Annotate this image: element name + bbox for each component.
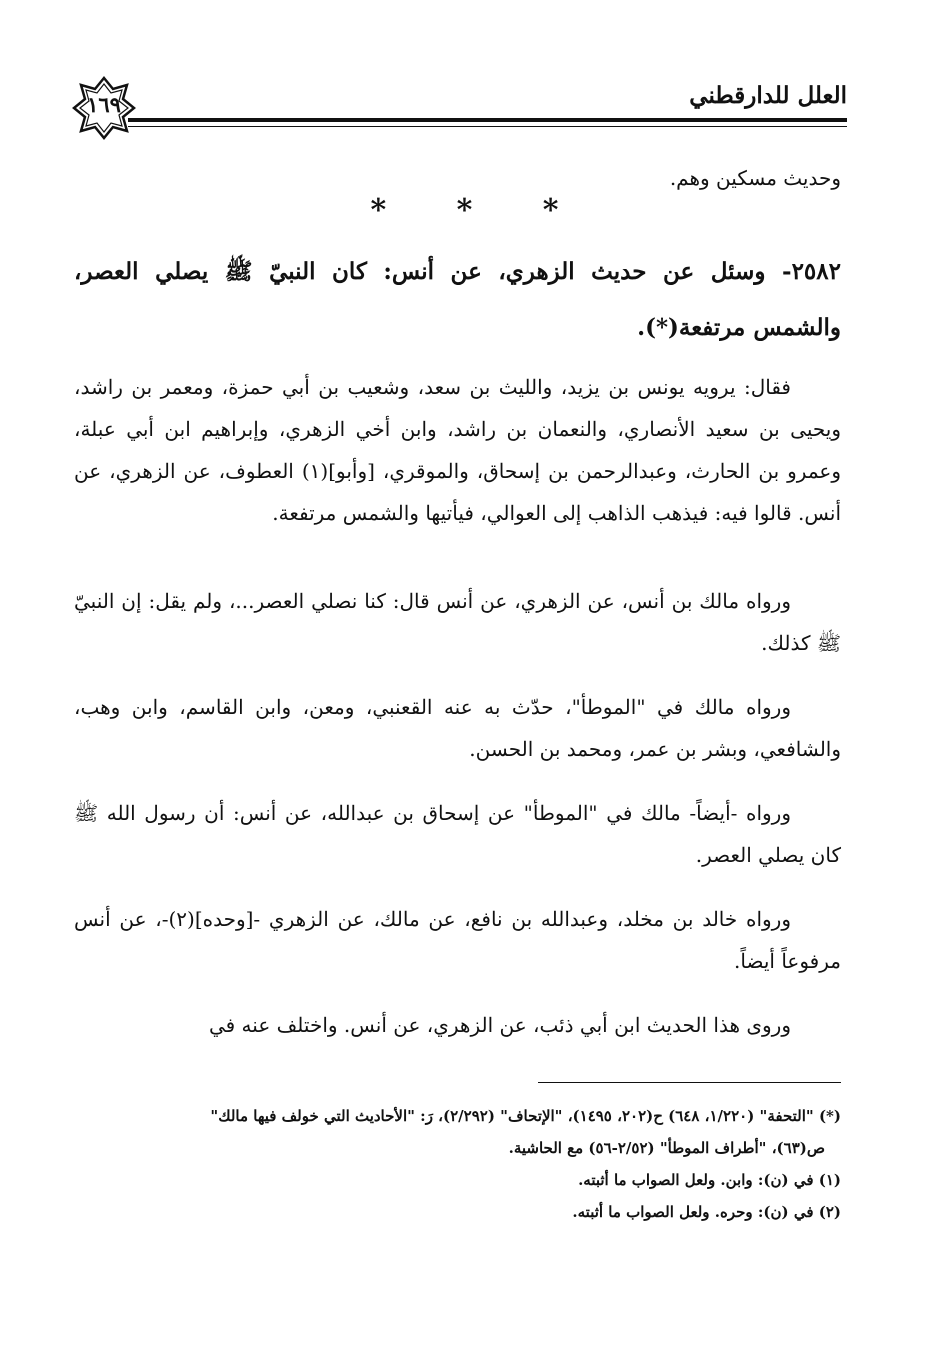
separator-asterisk: *	[542, 193, 559, 228]
footnote-1: (١) في (ن): وابن. ولعل الصواب ما أثبته.	[578, 1171, 841, 1189]
page-number: ١٦٩	[87, 92, 121, 117]
footnote-star: (*) "التحفة" (١/٢٢٠، ٦٤٨) ح(٢٠٢، ١٤٩٥)، "الإتحاف" (٢/٢٩٢)، رَ: "الأحاديث التي خولف فيها مالك"	[210, 1107, 841, 1125]
hadith-heading: ٢٥٨٢- وسئل عن حديث الزهري، عن أنس: كان النبيّ ﷺ يصلي العصر، والشمس مرتفعة(*).	[74, 258, 841, 341]
paragraph-khalid: ورواه خالد بن مخلد، وعبدالله بن نافع، عن مالك، عن الزهري -[وحده](٢)-، عن أنس مرفوعاً أيضاً.	[74, 907, 841, 973]
footnote-separator	[538, 1082, 841, 1083]
book-title: العلل للدارقطني	[689, 82, 847, 109]
paragraph-narrators: فقال: يرويه يونس بن يزيد، والليث بن سعد، وشعيب بن أبي حمزة، ومعمر بن راشد، ويحيى بن سعيد الأنصاري، والنعمان بن راشد، وابن أخي الزهري، وإبراهيم ابن أبي عبلة، وعمرو بن الحارث، وعبدالرحمن بن إسحاق، والموقري، [وأبو](١) العطوف، عن الزهري، عن أنس. قالوا فيه: فيذهب الذاهب إلى العوالي، فيأتيها والشمس مرتفعة.	[74, 375, 841, 525]
page-number-badge	[70, 74, 138, 142]
paragraph-malik-anas: ورواه مالك بن أنس، عن الزهري، عن أنس قال: كنا نصلي العصر...، ولم يقل: إن النبيّ ﷺ كذلك.	[74, 589, 841, 655]
continuation-line: وحديث مسكين وهم.	[669, 166, 841, 190]
footnote-2: (٢) في (ن): وحره. ولعل الصواب ما أثبته.	[572, 1203, 841, 1221]
footnote-star-continuation: ص(٦٣)، "أطراف الموطأ" (٢/٥٢-٥٦) مع الحاشية.	[508, 1139, 825, 1157]
paragraph-ibn-abi-dhib: وروى هذا الحديث ابن أبي ذئب، عن الزهري، عن أنس. واختلف عنه في	[208, 1013, 791, 1037]
header-rule-thin	[128, 126, 847, 127]
separator-asterisk: *	[456, 193, 473, 228]
separator-asterisk: *	[370, 193, 387, 228]
paragraph-ishaq: ورواه -أيضاً- مالك في "الموطأ" عن إسحاق بن عبدالله، عن أنس: أن رسول الله ﷺ كان يصلي العصر.	[74, 801, 841, 867]
asterisk-separator	[0, 193, 929, 228]
footnotes	[74, 1100, 841, 1228]
header-rule-thick	[128, 118, 847, 122]
paragraph-muwatta: ورواه مالك في "الموطأ"، حدّث به عنه القعنبي، ومعن، وابن القاسم، وابن وهب، والشافعي، وبشر بن عمر، ومحمد بن الحسن.	[74, 695, 841, 761]
